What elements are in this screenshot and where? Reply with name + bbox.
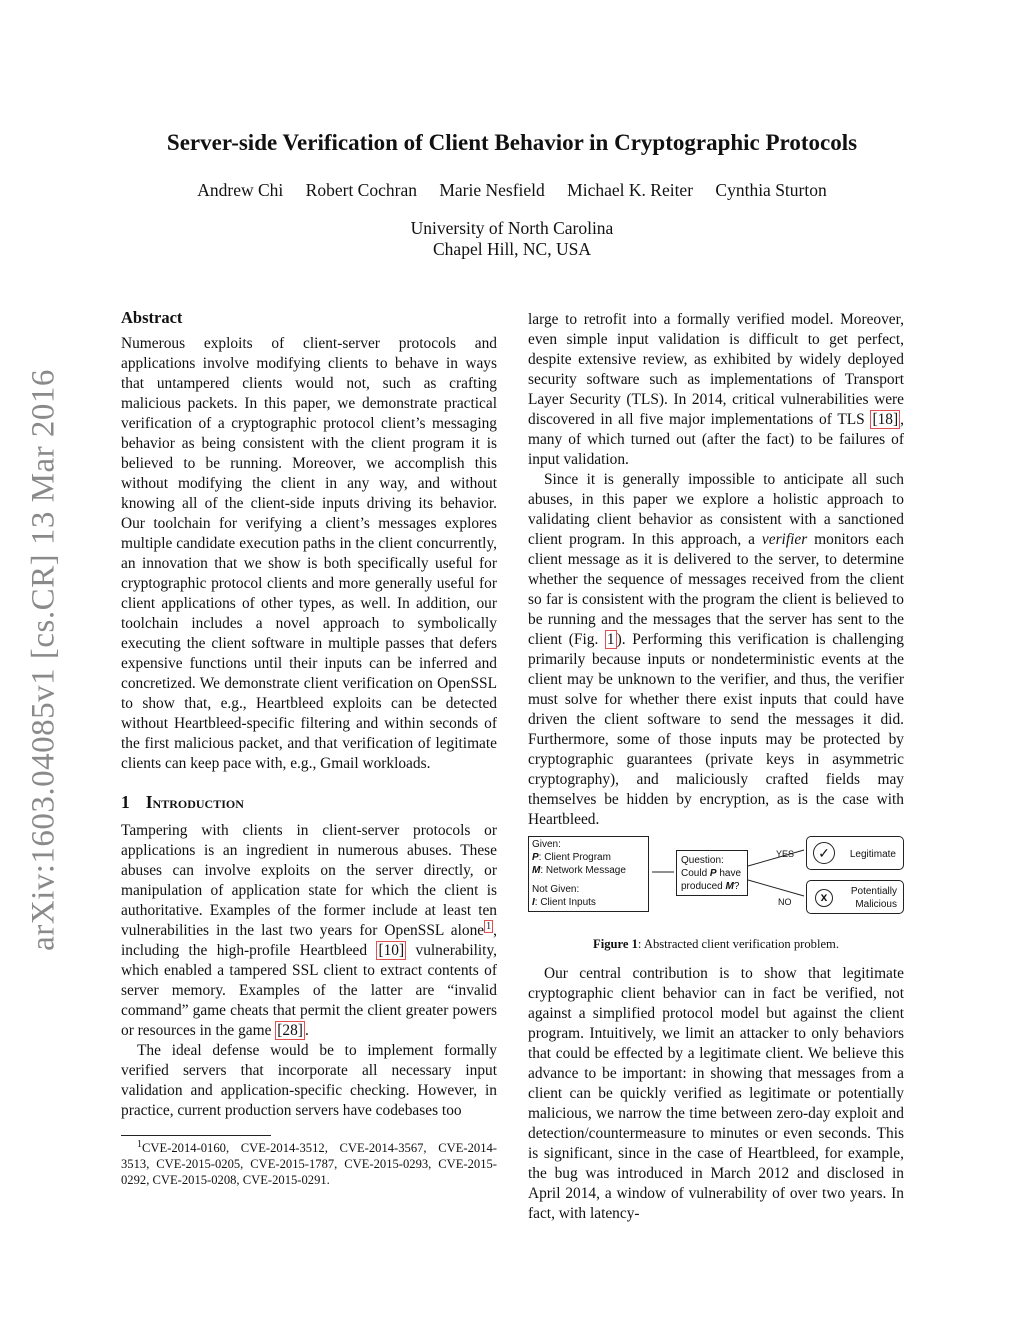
author: Michael K. Reiter [567, 180, 694, 200]
given-item: P: Client Program [532, 852, 611, 863]
malicious-box [806, 880, 904, 914]
yes-label: YES [776, 849, 795, 859]
text-run: Tampering with clients in client-server protocols or applications is an ingredient in numerous abuses. These abuses can involve exploits on the server directly, or manipulation of application state for which the client is authoritative. Examples of the former include at least ten vulnerabilities in the last two years for OpenSSL alone [121, 822, 497, 939]
question-line: Could P have [681, 868, 742, 879]
footnote-text: CVE-2014-0160, CVE-2014-3512, CVE-2014-3567, CVE-2014-3513, CVE-2015-0205, CVE-2015-1787, CVE-2015-0293, CVE-2015-0292, CVE-2015-0208, CVE-2015-0291. [121, 1141, 497, 1187]
text-run: ). Performing this verification is challenging primarily because inputs or nondeterministic events at the client may be unknown to the verifier, and thus, the verifier must solve for whether there exist inputs that could have driven the client software to send the messages it did. Furthermore, some of those inputs may be protected by cryptographic guarantees (private keys in asymmetric cryptography), and maliciously crafted fields may themselves be hidden by encryption, as is the case with Heartbleed. [528, 631, 904, 828]
author: Robert Cochran [305, 180, 417, 200]
footnote [121, 1140, 497, 1188]
text-run: large to retrofit into a formally verified model. Moreover, even simple input validation is difficult to get perfect, despite extensive review, as exhibited by widely deployed security software such as implementations of Transport Layer Security (TLS). In 2014, critical vulnerabilities were discovered in all five major implementations of TLS [528, 311, 904, 428]
legitimate-box [806, 836, 904, 870]
footnote-rule [121, 1135, 271, 1136]
emphasis: verifier [761, 531, 808, 548]
text-run: monitors each client message as it is delivered to the server, to determine whether the sequence of messages received from the client so far is consistent with the program the client is believed to be running and the messages that the server has sent to the client (Fig. [528, 531, 904, 648]
text-run: vulnerability, which enabled a tampered SSL client to extract contents of server memory. Examples of the latter are “invalid command” game cheats that permit the client greater powers or resources in the game [121, 942, 497, 1039]
given-label: Given: [532, 839, 561, 850]
no-arrow [748, 880, 804, 896]
text-run: . [304, 1022, 309, 1039]
paragraph: Our central contribution is to show that legitimate cryptographic client behavior can in fact be verified, not against a simplified protocol model but against the client program. Intuitively, we limit an attacker to only behaviors that could be effected by a legitimate client. We believe this advance to be important: in showing that messages from a client can be quickly verified as legitimate or potentially malicious, we narrow the time between zero-day exploit and detection/countermeasure to minutes or even seconds. This is significant, since in the case of Heartbleed, for example, the bug was introduced in March 2012 and disclosed in April 2014, a window of vulnerability of over two years. In fact, with latency- [528, 965, 904, 1222]
abstract-heading: Abstract [121, 308, 183, 327]
text-run: , many of which turned out (after the fact) to be failures of input validation. [528, 411, 904, 468]
question-line: produced M? [681, 881, 740, 892]
affiliation-line: Chapel Hill, NC, USA [433, 239, 591, 259]
no-label: NO [778, 897, 792, 907]
paragraph [528, 310, 904, 470]
paragraph [528, 470, 904, 830]
abstract-text: Numerous exploits of client-server protocols and applications involve modifying clients to behave in ways that untampered clients would not, such as crafting malicious packets. In this paper, we demonstrate practical verification of a cryptographic protocol client’s messaging behavior as being consistent with the client program it is believed to be running. Moreover, we accomplish this without modifying the client in any way, and without knowing all of the client-side inputs driving its behavior. Our toolchain for verifying a client’s messages explores multiple candidate execution paths in the client concurrently, an innovation that we show is both specifically useful for cryptographic protocol clients and more generally useful for client applications of other types, as well. In addition, our toolchain includes a novel approach to symbolically executing the client software in multiple passes that defers expensive functions until their inputs can be inferred and concretized. We demonstrate client verification on OpenSSL to show that, e.g., Heartbleed exploits can be detected without Heartbleed-specific filtering and within seconds of the first malicious packet, and that verification of legitimate clients can keep pace with, e.g., Gmail workloads. [121, 335, 497, 772]
left-column [121, 308, 497, 1188]
paper-title: Server-side Verification of Client Behavior in Cryptographic Protocols [166, 130, 858, 155]
section-heading [121, 792, 497, 812]
intro-paragraph-1 [121, 821, 497, 1041]
citation-link[interactable]: [10] [378, 942, 405, 959]
intro-paragraph-2: The ideal defense would be to implement formally verified servers that incorporate all necessary input validation and application-specific checking. However, in practice, current production servers have codebases too [121, 1042, 497, 1119]
question-box [676, 850, 748, 896]
not-given-label: Not Given: [532, 884, 580, 895]
author: Marie Nesfield [439, 180, 545, 200]
footnote-mark: 1 [137, 1138, 142, 1150]
caption-label: Figure 1 [593, 937, 638, 951]
caption-text: : Abstracted client verification problem. [637, 937, 839, 951]
given-item: M: Network Message [532, 865, 626, 876]
arxiv-identifier: arXiv:1603.04085v1 [cs.CR] 13 Mar 2016 [25, 369, 62, 951]
footnote-link[interactable]: 1 [486, 920, 492, 932]
figure-1 [528, 836, 904, 928]
affiliation-line: University of North Carolina [410, 218, 614, 238]
not-given-item: I: Client Inputs [532, 897, 596, 908]
affiliation [0, 218, 1024, 260]
legitimate-label: Legitimate [849, 849, 896, 860]
text-run: Since it is generally impossible to anticipate all such abuses, in this paper we explore a holistic approach to validating client behavior as consistent with a sanctioned client program. In this approach, a [528, 471, 904, 548]
author-list [0, 180, 1024, 201]
section-number: 1 [121, 792, 130, 812]
x-icon: x [815, 889, 833, 907]
author: Cynthia Sturton [715, 180, 827, 200]
figure-caption [528, 934, 904, 954]
question-label: Question: [681, 855, 724, 866]
figure-link[interactable]: 1 [606, 631, 615, 648]
malicious-label: Potentially Malicious [850, 886, 897, 910]
author: Andrew Chi [197, 180, 284, 200]
text-run: , including the high-profile Heartbleed [121, 922, 497, 959]
given-box [528, 836, 649, 912]
citation-link[interactable]: [28] [277, 1022, 303, 1039]
section-title: Introduction [145, 792, 244, 812]
right-column [528, 310, 904, 1224]
check-icon: ✓ [813, 842, 835, 864]
citation-link[interactable]: [18] [872, 411, 899, 428]
